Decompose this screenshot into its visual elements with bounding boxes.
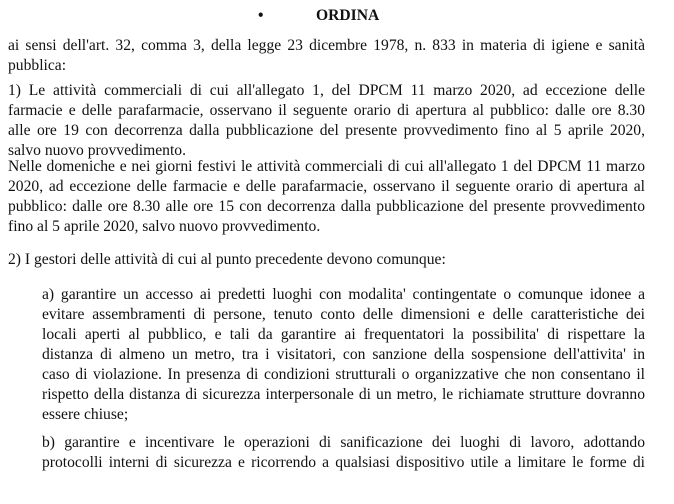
point-1-line: alle ore 19 con decorrenza dalla pubblicazione del presente provvedimento fino al 5 aprile 2020, — [8, 122, 645, 139]
heading-title: ORDINA — [316, 7, 380, 24]
sub-point-a-line: evitare assembramenti di persone, tenuto conto delle dimensioni e delle caratteristiche dei — [42, 306, 645, 323]
point-1-line: salvo nuovo provvedimento. — [8, 142, 187, 159]
point-2-paragraph — [8, 250, 645, 270]
bullet-icon: • — [258, 7, 264, 24]
sub-point-b-line: protocolli interni di sicurezza e ricorrendo a qualsiasi dispositivo utile a limitare le forme di — [42, 454, 645, 471]
point-1-holidays-line: fino al 5 aprile 2020, salvo nuovo provvedimento. — [8, 218, 321, 235]
point-2-line: 2) I gestori delle attività di cui al punto precedente devono comunque: — [8, 251, 446, 268]
preamble-paragraph — [8, 36, 645, 76]
point-1-holidays-line: 2020, ad eccezione delle farmacie e delle parafarmacie, osservano il seguente orario di apertura al — [8, 178, 645, 195]
sub-point-a-line: a) garantire un accesso ai predetti luoghi con modalita' contingentate o comunque idonee a — [42, 286, 645, 303]
point-1-line: 1) Le attività commerciali di cui all'allegato 1, del DPCM 11 marzo 2020, ad eccezione delle — [8, 82, 645, 99]
preamble-line: pubblica: — [8, 57, 67, 74]
sub-point-a-line: distanza di almeno un metro, tra i visitatori, con sanzione della sospensione dell'attivita' in — [42, 346, 645, 363]
point-1-paragraph — [8, 81, 645, 161]
sub-point-a-paragraph — [42, 285, 645, 425]
sub-point-a-line: locali aperti al pubblico, e tali da garantire ai frequentatori la possibilita' di rispettare la — [42, 326, 645, 343]
sub-point-b-paragraph — [42, 433, 645, 473]
sub-point-a-line: essere chiuse; — [42, 406, 129, 423]
section-heading — [258, 6, 418, 26]
point-1-holidays-line: pubblico: dalle ore 8.30 alle ore 15 con decorrenza dalla pubblicazione del presente provvedimento — [8, 198, 645, 215]
sub-point-a-line: rispetto della distanza di sicurezza interpersonale di un metro, le richiamate strutture dovranno — [42, 386, 645, 403]
point-1-holidays-paragraph — [8, 157, 645, 237]
preamble-line: ai sensi dell'art. 32, comma 3, della legge 23 dicembre 1978, n. 833 in materia di igiene e sanità — [8, 37, 645, 54]
point-1-holidays-line: Nelle domeniche e nei giorni festivi le attività commerciali di cui all'allegato 1 del DPCM 11 marzo — [8, 158, 645, 175]
sub-point-a-line: caso di violazione. In presenza di condizioni strutturali o organizzative che non consentano il — [42, 366, 645, 383]
sub-point-b-line: b) garantire e incentivare le operazioni di sanificazione dei luoghi di lavoro, adottando — [42, 434, 645, 451]
point-1-line: farmacie e delle parafarmacie, osservano il seguente orario di apertura al pubblico: dalle ore 8.30 — [8, 102, 645, 119]
